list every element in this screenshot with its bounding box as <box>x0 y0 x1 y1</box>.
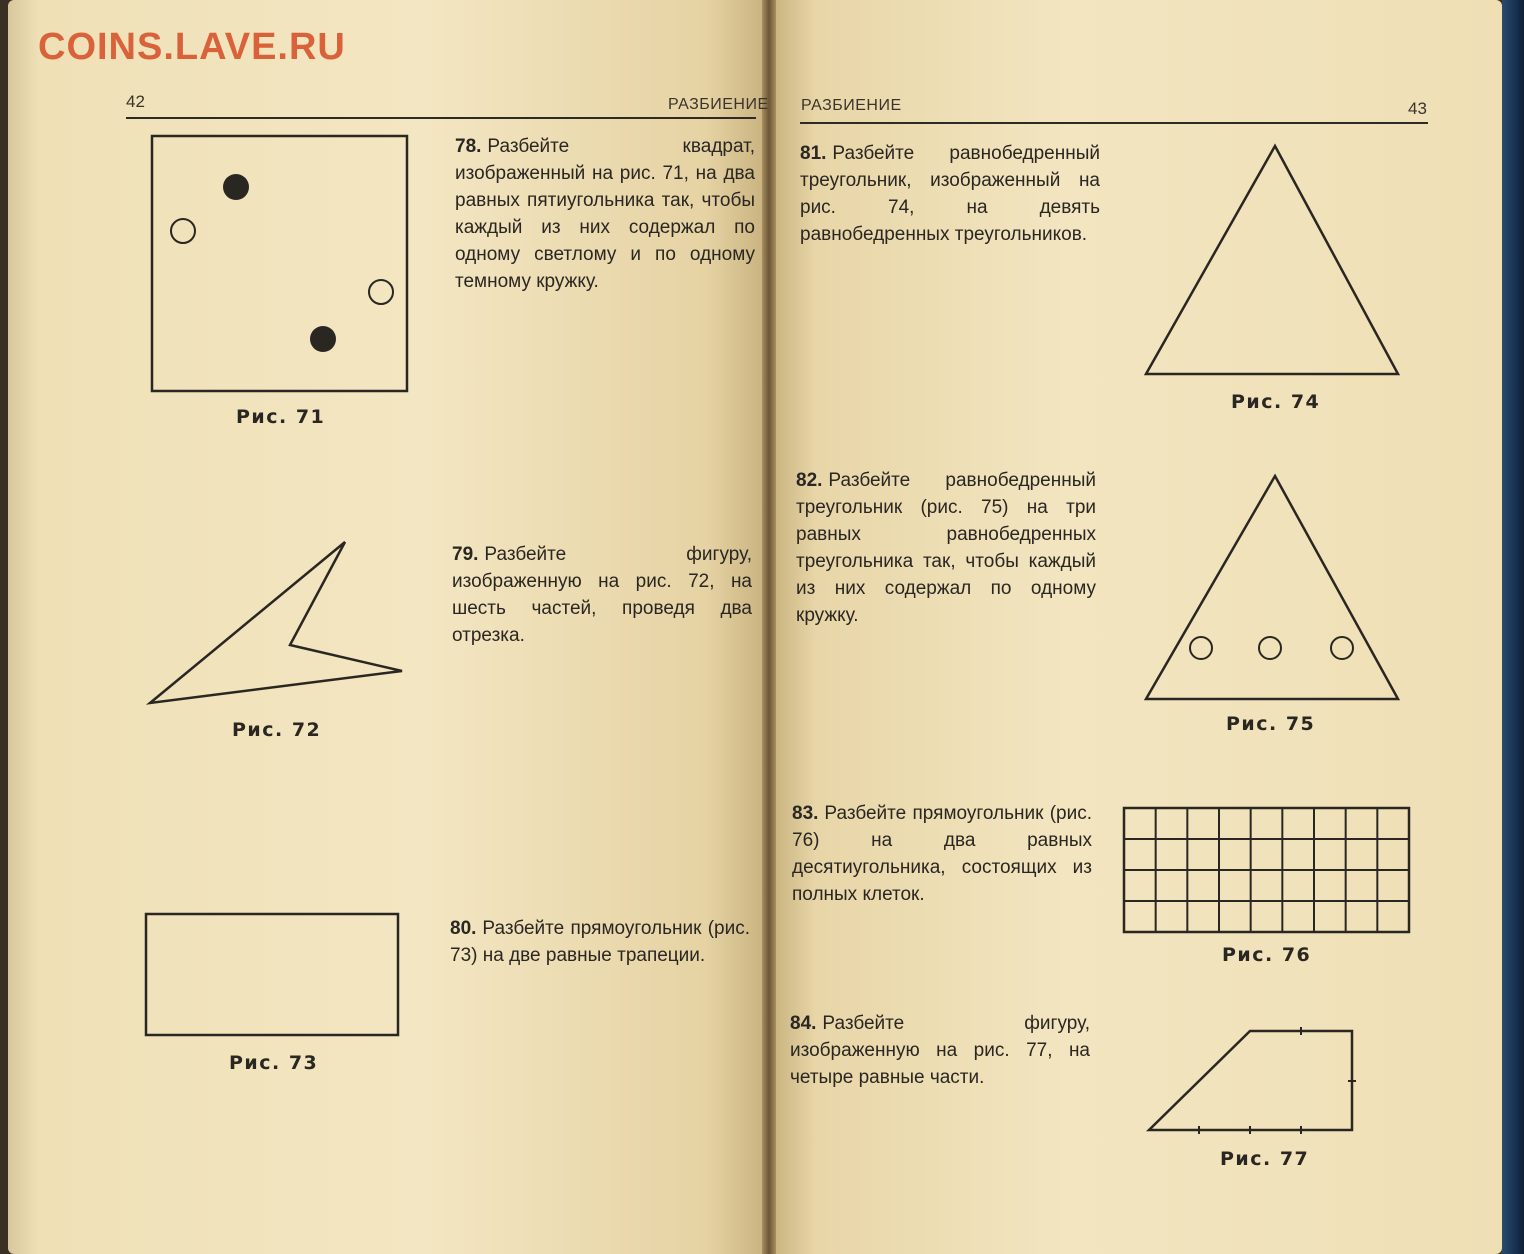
task-82 <box>796 467 1096 629</box>
task-text: Разбейте прямоугольник (рис. 76) на два равных десятиугольника, состоящих из полных клеток. <box>792 803 1092 905</box>
caption-fig-76: Рис. 76 <box>1222 944 1312 966</box>
light-circle <box>1190 637 1212 659</box>
task-text: Разбейте фигуру, изображенную на рис. 72, на шесть частей, проведя два отрезка. <box>452 544 752 646</box>
task-text: Разбейте квадрат, изображенный на рис. 71, на два равных пятиугольника так, чтобы каждый из них содержал по одному светлому и по одному темному кружку. <box>455 136 755 292</box>
figure-76-grid-rectangle <box>1122 806 1412 936</box>
caption-fig-71: Рис. 71 <box>236 406 326 428</box>
figure-74-triangle <box>1142 142 1402 378</box>
page-number-left: 42 <box>126 92 145 111</box>
book-cover-edge <box>1502 0 1524 1254</box>
task-81 <box>800 140 1100 248</box>
caption-fig-74: Рис. 74 <box>1231 391 1321 413</box>
task-text: Разбейте прямоугольник (рис. 73) на две равные трапеции. <box>450 918 750 966</box>
figure-72-shape <box>146 538 406 708</box>
task-number: 80. <box>450 918 477 939</box>
figure-73-rectangle <box>144 912 402 1038</box>
task-78 <box>455 133 755 295</box>
caption-fig-75: Рис. 75 <box>1226 713 1316 735</box>
figure-77-trapezoid <box>1146 1028 1356 1134</box>
task-number: 82. <box>796 470 823 491</box>
task-number: 83. <box>792 803 819 824</box>
task-number: 84. <box>790 1013 817 1034</box>
light-circle <box>1331 637 1353 659</box>
watermark: COINS.LAVE.RU <box>38 26 346 68</box>
caption-fig-77: Рис. 77 <box>1220 1148 1310 1170</box>
figure-75-triangle-with-circles <box>1142 472 1402 704</box>
header-rule-left <box>126 117 756 119</box>
task-text: Разбейте равнобедренный треугольник (рис. 75) на три равных равнобедренных треугольника так, чтобы каждый из них содержал по одному кружку. <box>796 470 1096 626</box>
task-number: 79. <box>452 544 479 565</box>
caption-fig-72: Рис. 72 <box>232 719 322 741</box>
caption-fig-73: Рис. 73 <box>229 1052 319 1074</box>
light-circle <box>171 219 195 243</box>
light-circle <box>1259 637 1281 659</box>
task-83 <box>792 800 1092 908</box>
running-head-left: РАЗБИЕНИЕ <box>668 96 769 113</box>
task-text: Разбейте равнобедренный треугольник, изображенный на рис. 74, на девять равнобедренных треугольников. <box>800 143 1100 245</box>
figure-71-square <box>150 134 410 394</box>
book-gutter <box>762 0 776 1254</box>
task-text: Разбейте фигуру, изображенную на рис. 77, на четыре равные части. <box>790 1013 1090 1088</box>
task-79 <box>452 541 752 649</box>
running-head-right: РАЗБИЕНИЕ <box>801 97 902 114</box>
page-number-right: 43 <box>1408 99 1427 118</box>
task-80 <box>450 915 750 969</box>
header-rule-right <box>800 122 1428 124</box>
task-84 <box>790 1010 1090 1091</box>
task-number: 81. <box>800 143 827 164</box>
dark-circle <box>223 174 249 200</box>
task-number: 78. <box>455 136 482 157</box>
light-circle <box>369 280 393 304</box>
dark-circle <box>310 326 336 352</box>
